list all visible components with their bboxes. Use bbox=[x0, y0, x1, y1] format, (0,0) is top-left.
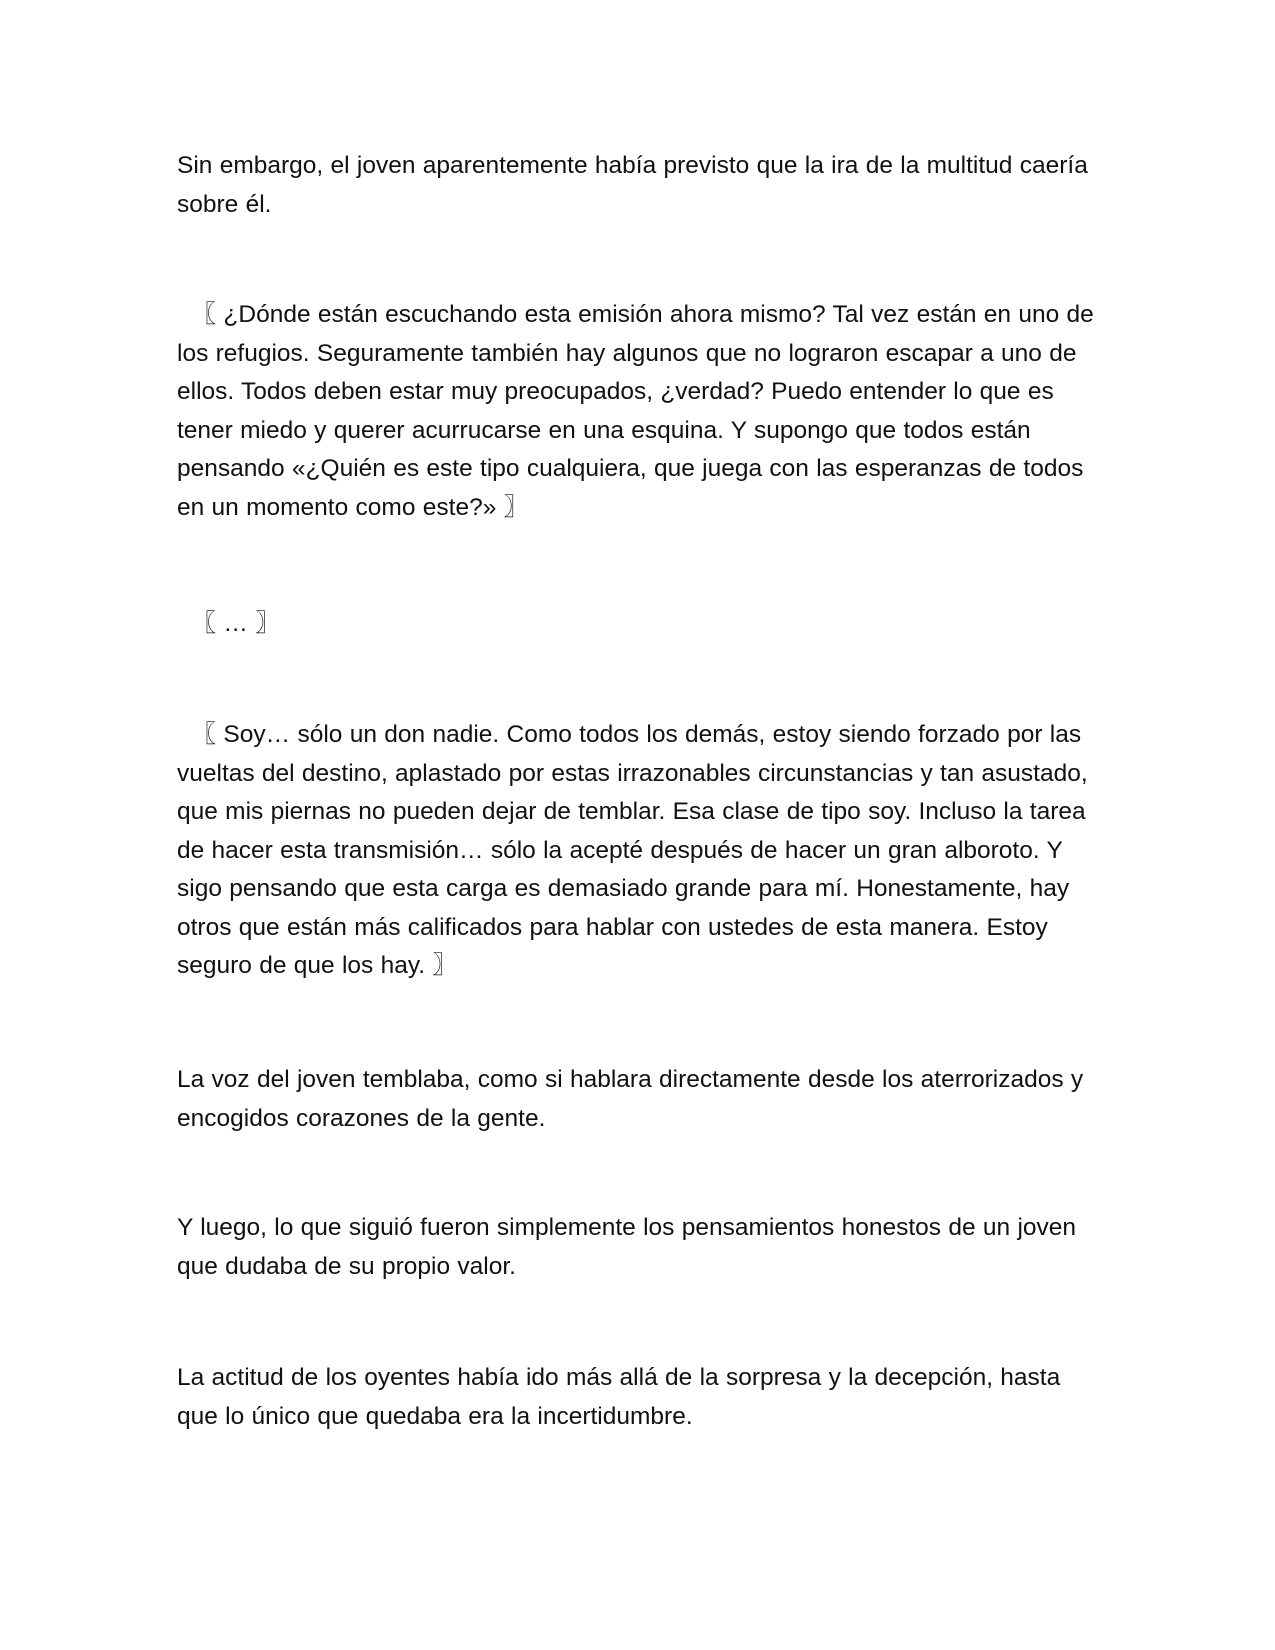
paragraph-narration-4: La actitud de los oyentes había ido más allá de la sorpresa y la decepción, hasta que lo único que quedaba era la incertidumbre. bbox=[177, 1364, 1061, 1430]
paragraph-narration-2: La voz del joven temblaba, como si hablara directamente desde los aterrorizados y encogidos corazones de la gente. bbox=[177, 1066, 1084, 1132]
paragraph-broadcast-1: 〖 ¿Dónde están escuchando esta emisión ahora mismo? Tal vez están en uno de los refugios. Seguramente también hay algunos que no lograron escapar a uno de ellos. Todos deben estar muy preocupados, ¿verdad? Puedo entender lo que es tener miedo y querer acurrucarse en una esquina. Y supongo que todos están pensando «¿Quién es este tipo cualquiera, que juega con las esperanzas de todos en un momento como este?» 〗 bbox=[177, 301, 1094, 521]
paragraph-narration-3: Y luego, lo que siguió fueron simplemente los pensamientos honestos de un joven que dudaba de su propio valor. bbox=[177, 1214, 1077, 1280]
paragraph-narration-1: Sin embargo, el joven aparentemente había previsto que la ira de la multitud caería sobre él. bbox=[177, 152, 1088, 218]
paragraph-broadcast-2: 〖 Soy… sólo un don nadie. Como todos los demás, estoy siendo forzado por las vueltas del destino, aplastado por estas irrazonables circunstancias y tan asustado, que mis piernas no pueden dejar de temblar. Esa clase de tipo soy. Incluso la tarea de hacer esta transmisión… sólo la acepté después de hacer un gran alboroto. Y sigo pensando que esta carga es demasiado grande para mí. Honestamente, hay otros que están más calificados para hablar con ustedes de esta manera. Estoy seguro de que los hay. 〗 bbox=[177, 721, 1088, 979]
paragraph-broadcast-ellipsis: 〖 … 〗 bbox=[177, 610, 280, 637]
